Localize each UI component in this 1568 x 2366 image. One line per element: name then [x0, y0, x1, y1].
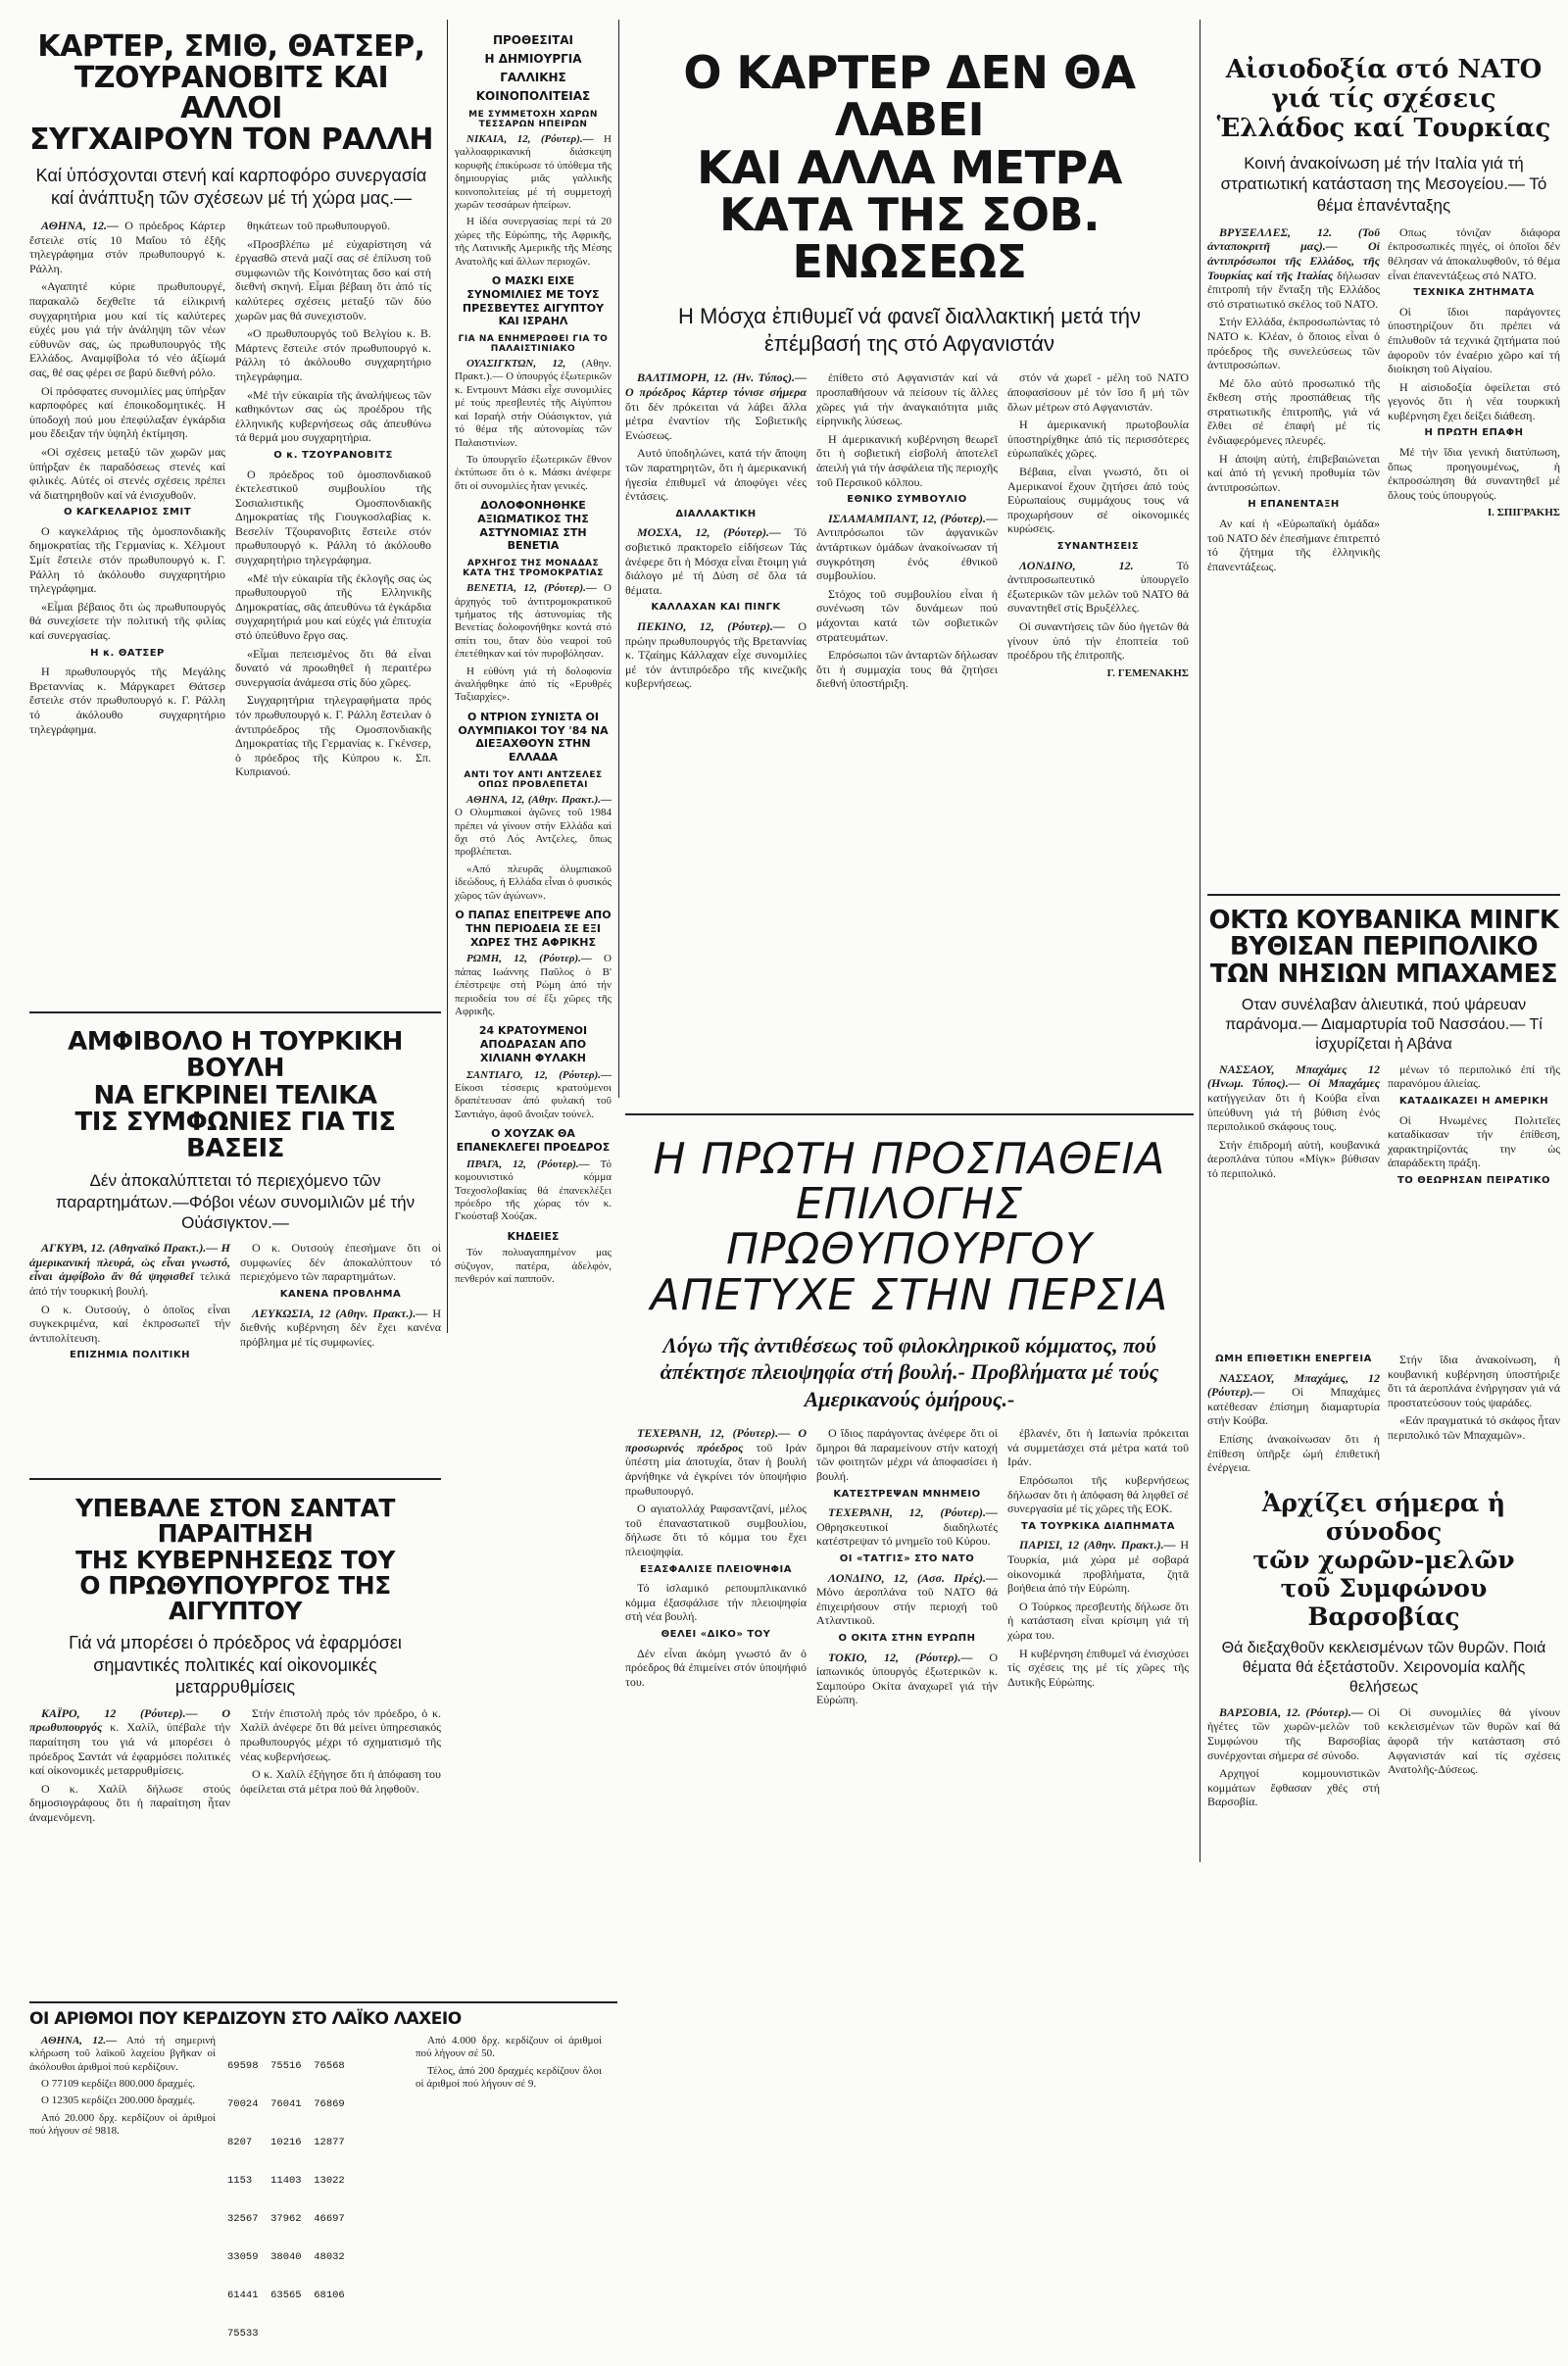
article-subhead: ΑΝΤΙ ΤΟΥ ΑΝΤΙ ΑΝΤΖΕΛΕΣ ΟΠΩΣ ΠΡΟΒΛΕΠΕΤΑΙ [464, 769, 603, 790]
headline-line: Η ΔΗΜΙΟΥΡΓΙΑ [484, 52, 582, 66]
article-body: Από 4.000 δρχ. κερδίζουν οἱ ἀριθμοί πού λήγουν σέ 50. Τέλος, ἀπό 200 δραχμές κερδίζουν ὅλοι οἱ ἀριθμοί πού λήγουν σέ 9. [416, 2034, 602, 2091]
section-heading: Ο ΟΚΙΤΑ ΣΤΗΝ ΕΥΡΩΠΗ [838, 1632, 976, 1644]
article-headline: Ο ΧΟΥΖΑΚ ΘΑ ΕΠΑΝΕΚΛΕΓΕΙ ΠΡΟΕΔΡΟΣ [456, 1127, 611, 1154]
article-body: μένων τό περιπολικό ἐπί τῆς παρανόμου ἁλιείας. ΚΑΤΑΔΙΚΑΖΕΙ Η ΑΜΕΡΙΚΗ Οἱ Ηνωμένες Πολιτεῖες καταδίκασαν τήν ἐπίθεση, χαρακτηρίζοντάς την ὡς ἀπαράδεκτη πράξη. ΤΟ ΘΕΩΡΗΣΑΝ ΠΕΙΡΑΤΙΚΟ [1388, 1062, 1560, 1193]
article-persia [625, 1123, 1194, 2321]
headline-line: ΚΟΙΝΟΠΟΛΙΤΕΙΑΣ [475, 89, 591, 103]
article-body: ΠΡΑΓΑ, 12, (Ρόυτερ).— Τό κομουνιστικό κόμμα Τσεχοσλοβακίας θά ἐπανεκλέξει πρόεδρο τῆς χώρας τόν κ. Γκούσταβ Χούζακ. [455, 1158, 612, 1223]
headline-line: ΓΑΛΛΙΚΗΣ [500, 71, 566, 84]
article-turkey [29, 1019, 441, 1470]
lottery-row: 33059 38040 48032 [227, 2250, 345, 2263]
article-egypt [29, 1486, 441, 1996]
article-body: Στήν ἐπιστολή πρός τόν πρόεδρο, ὁ κ. Χαλίλ ἀνέφερε ὅτι θά μείνει ὑπηρεσιακός πρωθυπουργός μέχρι τό σχηματισμό τῆς νέας κυβερνήσεως. Ο κ. Χαλίλ ἐξήγησε ὅτι ἡ ἀπόφαση του ὀφείλεται στά μέτρα πού θά ληφθοῦν. [240, 1705, 441, 1796]
article-body: ΑΘΗΝΑ, 12.— Από τή σημερινή κλήρωση τοῦ λαϊκοῦ λαχείου βγῆκαν οἱ ἀκόλουθοι ἀριθμοί πού κερδίζουν. Ο 77109 κερδίζει 800.000 δραχμές. Ο 12305 κερδίζει 200.000 δραχμές. Από 20.000 δρχ. κερδίζουν οἱ ἀριθμοί πού λήγουν σέ 9818. [29, 2034, 217, 2138]
lottery-row: 8207 10216 12877 [227, 2136, 345, 2148]
article-subtitle: Δέν ἀποκαλύπτεται τό περιεχόμενο τῶν παραρτημάτων.—Φόβοι νέων συνομιλιῶν μέ τήν Οὐάσιγκτον.— [55, 1171, 416, 1232]
headline-line: ΥΠΕΒΑΛΕ ΣΤΟΝ ΣΑΝΤΑΤ ΠΑΡΑΙΤΗΣΗ [75, 1494, 395, 1549]
section-divider [625, 1113, 1194, 1115]
article-headline: Ο ΠΑΠΑΣ ΕΠΕΙΤΡΕΨΕ ΑΠΟ ΤΗΝ ΠΕΡΙΟΔΕΙΑ ΣΕ ΕΞΙ ΧΩΡΕΣ ΤΗΣ ΑΦΡΙΚΗΣ [455, 909, 612, 949]
headline-line: ΠΡΟΘΕΣΙΤΑΙ [492, 33, 574, 47]
lottery-numbers [227, 2035, 404, 2366]
lottery-row: 69598 75516 76568 [227, 2059, 345, 2072]
headline-line: Ἑλλάδος καί Τουρκίας [1216, 114, 1551, 143]
article-body: Ο ἴδιος παράγοντας ἀνέφερε ὅτι οἱ ὅμηροι θά παραμείνουν στήν κατοχή τῶν φοιτητῶν μέχρι νά ἀποφασίσει ἡ βουλή. ΚΑΤΕΣΤΡΕΨΑΝ ΜΝΗΜΕΙΟ ΤΕΧΕΡΑΝΗ, 12, (Ρόυτερ).— Οθρησκευτικοί διαδηλωτές κατέστρεψαν τό μνημεῖο τοῦ Κύρου. ΟΙ «ΤΑΤΓΙΣ» ΣΤΟ ΝΑΤΟ ΛΟΝΔΙΝΟ, 12, (Ασσ. Πρές).— Μόνο ἀεροπλάνα τοῦ ΝΑΤΟ θά ἐπιχειρήσουν στήν περιοχή τοῦ Ατλαντικοῦ. Ο ΟΚΙΤΑ ΣΤΗΝ ΕΥΡΩΠΗ ΤΟΚΙΟ, 12, (Ρόυτερ).— Ο ἰαπωνικός ὑπουργός ἐξωτερικῶν κ. Σαμπούρο Οκίτα ἀναχωρεῖ γιά τήν Εὐρώπη. [816, 1426, 998, 1707]
headline-line: ΟΚΤΩ ΚΟΥΒΑΝΙΚΑ ΜΙΝΓΚ [1208, 906, 1559, 935]
article-signature: Γ. ΓΕΜΕΝΑΚΗΣ [1106, 666, 1189, 679]
article-headline: ΔΟΛΟΦΟΝΗΘΗΚΕ ΑΞΙΩΜΑΤΙΚΟΣ ΤΗΣ ΑΣΤΥΝΟΜΙΑΣ ΣΤΗ ΒΕΝΕΤΙΑ [477, 499, 589, 553]
column-rule [618, 20, 619, 1098]
article-body: ἐπίθετο στό Αφγανιστάν καί νά προσπαθήσουν νά πείσουν τίς ἄλλες χῶρες γιά τήν ἀναγκαιότητα μιᾶς εἰρηνικῆς λύσεως. Η ἀμερικανική κυβέρνηση θεωρεῖ ὅτι ἡ σοβιετική εἰσβολή ἀποτελεῖ ἀπειλή γιά τήν ἀσφάλεια τῆς περιοχῆς τοῦ Περσικοῦ κόλπου. ΕΘΝΙΚΟ ΣΥΜΒΟΥΛΙΟ ΙΣΛΑΜΑΜΠΑΝΤ, 12, (Ρόυτερ).— Αντιπρόσωποι τῶν ἀφγανικῶν ἀντάρτικων ὁμάδων ἀνακοίνωσαν τή συγκρότηση ἑνός ἐθνικοῦ συμβουλίου. Στόχος τοῦ συμβουλίου εἶναι ἡ συνένωση τῶν δυνάμεων πού μάχονται κατά τῶν σοβιετικῶν στρατευμάτων. Επρόσωποι τῶν ἀνταρτῶν δήλωσαν ὅτι ἡ συμμαχία τους θά ζητήσει διεθνή ὑποστήριξη. [816, 370, 998, 691]
article-subtitle: Θά διεξαχθοῦν κεκλεισμένων τῶν θυρῶν. Ποιά θέματα θά ἐξετάστοῦν. Χειρονομία καλῆς θελήσεως [1221, 1639, 1546, 1696]
section-heading: Η ΠΡΩΤΗ ΕΠΑΦΗ [1424, 427, 1524, 439]
section-heading: Ο ΚΑΓΚΕΛΑΡΙΟΣ ΣΜΙΤ [63, 507, 192, 518]
lottery-row: 1153 11403 13022 [227, 2174, 345, 2187]
article-body: ΑΘΗΝΑ, 12.— Ο πρόεδρος Κάρτερ ἔστειλε στίς 10 Μαΐου τό ἑξῆς τηλεγράφημα στόν πρωθυπουργό κ. Ράλλη. «Αγαπητέ κύριε πρωθυπουργέ, παρακαλῶ δεχθεῖτε τά εἰλικρινή συγχαρητήρια μου καί τίς καλύτερες εὐχές μου γιά τήν ἀνάληψη τῶν νέων εὐθυνῶν σας, ὡς πρωθυπουργός τῆς Ελλάδος. Αναμφίβολα τό νέο ἀξίωμά σας, θέ σας φέρει σε βαρύ διεθνή ρόλο. Οἱ πρόσφατες συνομιλίες μας ὑπήρξαν καρποφόρες καί ἐποικοδομητικές. Η ὑποδοχή πού μου ἐπεφύλαξαν ἐγκάρδια μου ἔδειξαν τήν ὑψηλή ἐκτίμηση. «Οἱ σχέσεις μεταξύ τῶν χωρῶν μας ὑπήρξαν ἐκ παραδόσεως στενές καί φιλικές. Αὐτές οἱ στενές σχέσεις πρέπει νά διατηρηθοῦν καί νά ἐνισχυθοῦν. Ο ΚΑΓΚΕΛΑΡΙΟΣ ΣΜΙΤ Ο καγκελάριος τῆς ὁμοσπονδιακῆς δημοκρατίας τῆς Γερμανίας κ. Χέλμουτ Σμίτ ἔστειλε στόν πρωθυπουργό κ. Γ. Ράλλη τό ἀκόλουθο συγχαρητήριο τηλεγράφημα. «Εἶμαι βέβαιος ὅτι ὡς πρωθυπουργός θά συνεχίσετε τήν πολιτική τῆς φιλίας καί συνεργασίας. Η κ. ΘΑΤΣΕΡ Η πρωθυπουργός τῆς Μεγάλης Βρεταννίας κ. Μάργκαρετ Θάτσερ ἔστειλε στόν πρωθυπουργό κ. Γ. Ράλλη τό ἀκόλουθο συγχαρητήριο τηλεγράφημα. [29, 219, 225, 736]
article-subhead: ΑΡΧΗΓΟΣ ΤΗΣ ΜΟΝΑΔΑΣ ΚΑΤΑ ΤΗΣ ΤΡΟΜΟΚΡΑΤΙΑΣ [463, 559, 604, 579]
headline-line: τοῦ Συμφώνου Βαρσοβίας [1280, 1573, 1488, 1631]
article-headline: 24 ΚΡΑΤΟΥΜΕΝΟΙ ΑΠΟΔΡΑΣΑΝ ΑΠΟ ΧΙΛΙΑΝΗ ΦΥΛΑΚΗ [478, 1024, 588, 1064]
headline-line: ΤΩΝ ΝΗΣΙΩΝ ΜΠΑΧΑΜΕΣ [1209, 959, 1558, 989]
article-signature: Ι. ΣΠΙΓΡΑΚΗΣ [1487, 507, 1560, 519]
article-subtitle: Οταν συνέλαβαν ἁλιευτικά, πού ψάρευαν παράνομα.— Διαμαρτυρία τοῦ Νασσάου.— Τί ἰσχυρίζεται ἡ Αβάνα [1225, 996, 1543, 1053]
headline-line: ΒΥΘΙΣΑΝ ΠΕΡΙΠΟΛΙΚΟ [1229, 932, 1539, 962]
article-body: ΒΑΛΤΙΜΟΡΗ, 12. (Ην. Τύπος).— Ο πρόεδρος Κάρτερ τόνισε σήμερα ὅτι δέν πρόκειται νά λάβει ἄλλα μέτρα ἐναντίον τῆς Σοβιετικῆς Ενώσεως. Αυτό ὑποδηλώνει, κατά τήν ἄποψη τῶν παρατηρητῶν, ὅτι ἡ ἀμερικανική ἡγεσία ἐπιθυμεῖ νά ἀποφύγει νέες ἐντάσεις. ΔΙΑΛΛΑΚΤΙΚΗ ΜΟΣΧΑ, 12, (Ρόυτερ).— Τό σοβιετικό πρακτορεῖο εἰδήσεων Τάς ἀνέφερε ὅτι ἡ Μόσχα εἶναι ἕτοιμη γιά διάλογο μέ τή Δύση σέ ὅλα τά θέματα. ΚΑΛΛΑΧΑΝ ΚΑΙ ΠΙΝΓΚ ΠΕΚΙΝΟ, 12, (Ρόυτερ).— Ο πρώην πρωθυπουργός τῆς Βρεταννίας κ. Τζαίημς Κάλλαχαν εἶχε συνομιλίες μέ τόν ἀντιπρόεδρο τῆς κινεζικῆς κυβερνήσεως. [625, 370, 807, 691]
headline-line: ΤΙΣ ΣΥΜΦΩΝΙΕΣ ΓΙΑ ΤΙΣ ΒΑΣΕΙΣ [74, 1107, 396, 1164]
article-body: Ο κ. Ουτσούγ ἐπεσήμανε ὅτι οἱ συμφωνίες δέν ἀποκαλύπτουν τό περιεχόμενο τῶν παραρτημάτων. ΚΑΝΕΝΑ ΠΡΟΒΛΗΜΑ ΛΕΥΚΩΣΙΑ, 12 (Αθην. Πρακτ.).— Η διεθνής κυβέρνηση δέν ἔχει κανένα πρόβλημα μέ τίς συμφωνίες. [240, 1241, 441, 1349]
section-divider [29, 2001, 617, 2003]
article-subtitle: Λόγω τῆς ἀντιθέσεως τοῦ φιλοκληρικοῦ κόμματος, πού ἀπέκτησε πλειοψηφία στή βουλή.- Προβλήματα μέ τούς Αμερικανούς ὁμήρους.- [660, 1332, 1159, 1411]
headline-line: ΣΥΓΧΑΙΡΟΥΝ ΤΟΝ ΡΑΛΛΗ [29, 122, 433, 157]
column-rule [447, 20, 448, 1333]
headline-line: ΕΠΙΛΟΓΗΣ ΠΡΩΘΥΠΟΥΡΓΟΥ [726, 1179, 1093, 1275]
headline-line: ΝΑ ΕΓΚΡΙΝΕΙ ΤΕΛΙΚΑ [93, 1080, 377, 1110]
section-heading: ΚΑΛΛΑΧΑΝ ΚΑΙ ΠΙΝΓΚ [651, 602, 781, 614]
headline-line: ΑΜΦΙΒΟΛΟ Η ΤΟΥΡΚΙΚΗ ΒΟΥΛΗ [68, 1027, 403, 1084]
section-heading: Η ΕΠΑΝΕΝΤΑΞΗ [1248, 499, 1340, 511]
article-body: ΟΥΑΣΙΓΚΤΩΝ, 12, (Αθην. Πρακτ.).— Ο ὑπουργός ἐξωτερικῶν κ. Εντμουντ Μάσκι εἶχε συνομιλίες μέ τούς πρεσβευτές τῆς Αἰγύπτου καί Ισραήλ στήν Οὐάσιγκτον, γιά τό θέμα τῆς αὐτονομίας τῶν Παλαιστινίων. Το ὑπουργεῖο ἐξωτερικῶν ἔθνον ἐκτύπωσε ὅτι ὁ κ. Μάσκι ἀνέφερε ὅτι οἱ συνομιλίες ἦταν γενικές. [455, 358, 612, 492]
article-body: θηκάτεων τοῦ πρωθυπουργοῦ. «Προσβλέπω μέ εὐχαρίστηση νά ἐργασθῶ στενά μαζί σας σέ ἐπίλυση τοῦ συμφωνιῶν τῆς Κοινότητας ὅσο καί στή διεθνή σκηνή. Εἶμαι βέβαιη ὅτι ἀπό τίς καλύτερες σχέσεις μεταξύ τῶν δύο χωρῶν μας θά συνεχιστοῦν. «Ο πρωθυπουργός τοῦ Βελγίου κ. Β. Μάρτενς ἔστειλε στόν πρωθυπουργό κ. Ράλλη τό ἀκόλουθο συγχαρητήριο τηλεγράφημα. «Μέ τήν εὐκαιρία τῆς ἀναλήψεως τῶν καθηκόντων σας ὡς προέδρου τῆς ἑλληνικῆς κυβερνήσεως σᾶς ἀπευθύνω τά θερμά μου συγχαρητήρια. Ο κ. ΤΖΟΥΡΑΝΟΒΙΤΣ Ο πρόεδρος τοῦ ὁμοσπονδιακοῦ ἐκτελεστικοῦ συμβουλίου τῆς Σοσιαλιστικῆς Ομοσπονδιακῆς Δημοκρατίας τῆς Γιουγκοσλαβίας κ. Βεσελίν Τζουρανοβιτς ἔστειλε στόν πρωθυπουργό κ. Ράλλη τό ἀκόλουθο συγχαρητήριο τηλεγράφημα. «Μέ τήν εὐκαιρία τῆς ἐκλογῆς σας ὡς πρωθυπουργοῦ τῆς Ελληνικῆς Δημοκρατίας, σᾶς ἀπευθύνω τά ἐγκάρδια συγχαρητήριά μου καί εὐχές γιά ἐπιτυχία στό ὑπεύθυνο ἔργο σας. «Εἶμαι πεπεισμένος ὅτι θά εἶναι δυνατό νά προωθηθεῖ ἡ περαιτέρω συνεργασία ἀνάμεσα στίς δύο χῶρες. Συγχαρητήρια τηλεγραφήματα πρός τόν πρωθυπουργό κ. Γ. Ράλλη ἔστειλαν ὁ ἀντιπρόεδρος τῆς Ομοσπονδιακῆς Δημοκρατίας τῆς Γερμανίας κ. Γκένσερ, ὁ πρόεδρος τῆς Κύπρου κ. Σπ. Κυπριανού. [235, 219, 431, 779]
section-heading: ΤΑ ΤΟΥΡΚΙΚΑ ΔΙΑΠΗΜΑΤΑ [1020, 1520, 1176, 1532]
lottery-row: 75533 [227, 2327, 259, 2340]
article-body: ΒΡΥΞΕΛΛΕΣ, 12. (Τοῦ ἀνταποκριτῆ μας).— Οἱ ἀντιπρόσωποι τῆς Ελλάδος, τῆς Τουρκίας καί τῆς Ιταλίας δήλωσαν ἐπιτροπή τήν ἔνταξη τῆς Ελλάδος στό στρατιωτικό σκέλος τοῦ NATO. Στήν Ελλάδα, ἐκπροσωπώντας τό ΝΑΤΟ κ. Κλέαν, ὁ ὅποιος εἶναι ὁ πρόεδρος τῆς συνελεύσεως τῶν ἀντιπροσώπων. Μέ ὅλο αὐτό προσωπικό τῆς ἔκθεση στής προσπάθειας τῆς στρατιωτικῆς ἐπιτροπῆς, γιά νά ἔλθει σέ ἐπαφή μέ τίς ἐνδιαφερόμενες πλευρές. Η ἀποψη αὐτή, ἐπιβεβαιώνεται καί ἀπό τή γενική προθυμία τῶν ἀντιπροσώπων. Η ΕΠΑΝΕΝΤΑΞΗ Αν καί ἡ «Εὐρωπαϊκή ὁμάδα» τοῦ ΝΑΤΟ δέν ἐπεσήμανε ἐπιτρεπτό τό ζήτημα τῆς ἑλληνικῆς ἐπανεντάξεως. [1207, 224, 1380, 573]
section-heading: ΘΕΛΕΙ «ΔΙΚΟ» ΤΟΥ [661, 1628, 771, 1640]
section-heading: ΔΙΑΛΛΑΚΤΙΚΗ [675, 508, 757, 519]
article-subhead: ΓΙΑ ΝΑ ΕΝΗΜΕΡΩΘΕΙ ΓΙΑ ΤΟ ΠΑΛΑΙΣΤΙΝΙΑΚΟ [458, 334, 609, 355]
section-heading: ΕΘΝΙΚΟ ΣΥΜΒΟΥΛΙΟ [847, 494, 967, 506]
section-heading: ΤΟ ΘΕΩΡΗΣΑΝ ΠΕΙΡΑΤΙΚΟ [1396, 1175, 1551, 1187]
section-heading: ΚΑΤΕΣΤΡΕΨΑΝ ΜΝΗΜΕΙΟ [833, 1488, 981, 1500]
section-heading: ΣΥΝΑΝΤΗΣΕΙΣ [1056, 541, 1140, 553]
article-nato [1207, 20, 1560, 882]
article-lottery [29, 2007, 617, 2340]
article-body: ΑΘΗΝΑ, 12, (Αθην. Πρακτ.).— Ο Ολυμπιακοί ἀγῶνες τοῦ 1984 πρέπει νά γίνουν στήν Ελλάδα καί ὄχι στό Λός Αντζελες, ὅπως προβλέπεται. «Από πλευρᾶς ὀλυμπιακοῦ ἰδεώδους, ἡ Ελλάδα εἶναι ὁ φυσικός χῶρος τῶν ἀγώνων». [455, 793, 612, 902]
lottery-title: ΟΙ ΑΡΙΘΜΟΙ ΠΟΥ ΚΕΡΔΙΖΟΥΝ ΣΤΟ ΛΑΪΚΟ ΛΑΧΕΙΟ [29, 2009, 462, 2029]
section-divider [1207, 894, 1560, 896]
headline-line: ΤΖΟΥΡΑΝΟΒΙΤΣ ΚΑΙ ΑΛΛΟΙ [74, 60, 389, 125]
article-body: ΚΑΪΡΟ, 12 (Ρόυτερ).— Ο πρωθυπουργός κ. Χαλίλ, ὑπέβαλε τήν παραίτηση του γιά νά μπορέσει ὁ πρόεδρος Σαντάτ νά ἐφαρμόσει πολιτικές καί οἰκονομικές μεταρρυθμίσεις. Ο κ. Χαλίλ δήλωσε στούς δημοσιογράφους ὅτι ἡ παραίτηση ἦταν ἀναμενόμενη. [29, 1705, 230, 1824]
headline-line: ΑΠΕΤΥΧΕ ΣΤΗΝ ΠΕΡΣΙΑ [650, 1269, 1169, 1320]
article-body: ΒΕΝΕΤΙΑ, 12, (Ρόυτερ).— Ο ἀρχηγός τοῦ ἀντιτρομοκρατικοῦ τμήματος τῆς ἀστυνομίας τῆς Βενετίας δολοφονήθηκε κοντά στό σπίτι του, ὅταν δύο νεαροί τοῦ ἐπετέθηκαν καί τόν πυροβόλησαν. Η εὐθύνη γιά τή δολοφονία ἀναλήφθηκε ἀπό τίς «Ερυθρές Ταξιαρχίες». [455, 582, 612, 704]
section-heading: ΕΠΙΖΗΜΙΑ ΠΟΛΙΤΙΚΗ [70, 1350, 190, 1361]
article-body: στόν νά χωρεῖ - μέλη τοῦ ΝΑΤΟ ἀποφασίσουν μέ τόν ἴσο ἤ μή τῶν ὅλων μέτρων στό Αφγανιστάν. Η ἀμερικανική πρωτοβουλία ὑποστηρίχθηκε ἀπό τίς περισσότερες εὐρωπαϊκές χῶρες. Βέβαια, εἶναι γνωστό, ὅτι οἱ Αμερικανοί ἔχουν ζητήσει ἀπό τούς Εὐρωπαίους συμμάχους τους νά προχωρήσουν σέ οἰκονομικές κυρώσεις. ΣΥΝΑΝΤΗΣΕΙΣ ΛΟΝΔΙΝΟ, 12. Τό ἀντιπροσωπευτικό ὑπουργεῖο ἐξωτερικῶν τῶν μελῶν τοῦ ΝΑΤΟ θά συναντηθεῖ στίς Βρυξέλλες. Οἱ συναντήσεις τῶν δύο ἡγετῶν θά γίνουν ὑπό τήν ἐποπτεία τοῦ προέδρου τῆς ἐπιτροπῆς. Γ. ΓΕΜΕΝΑΚΗΣ [1007, 370, 1189, 679]
article-body: ΣΑΝΤΙΑΓΟ, 12, (Ρόυτερ).— Είκοσι τέσσερις κρατούμενοι δραπέτευσαν ἀπό φυλακή τοῦ Σαντιάγο, ἀφοῦ ἄνοιξαν τούνελ. [455, 1068, 612, 1120]
headline-line: ΚΑΡΤΕΡ, ΣΜΙΘ, ΘΑΤΣΕΡ, [37, 29, 425, 64]
section-heading: ΟΙ «ΤΑΤΓΙΣ» ΣΤΟ ΝΑΤΟ [839, 1553, 975, 1564]
lottery-row: 61441 63565 68106 [227, 2289, 345, 2301]
article-body: ἐβλανέν, ὅτι ἡ Ιαπωνία πρόκειται νά συμμετάσχει στά μέτρα κατά τοῦ Ιράν. Επρόσωποι τῆς κυβερνήσεως δήλωσαν ὅτι ἡ ἀπόφαση θά ληφθεῖ σέ συνεργασία μέ τίς χῶρες τῆς ΕΟΚ. ΤΑ ΤΟΥΡΚΙΚΑ ΔΙΑΠΗΜΑΤΑ ΠΑΡΙΣΙ, 12 (Αθην. Πρακτ.).— Η Τουρκία, μιά χώρα μέ σοβαρά οἰκονομικά προβλήματα, ζητᾶ βοήθεια ἀπό τήν Εὐρώπη. Ο Τούρκος πρεσβευτής δήλωσε ὅτι ἡ κατάσταση εἶναι κρίσιμη γιά τή χώρα του. Η κυβέρνηση ἐπιθυμεῖ νά ἐνισχύσει τίς σχέσεις της μέ τίς χῶρες τῆς Δυτικῆς Εὐρώπης. [1007, 1426, 1189, 1689]
article-body: ΑΓΚΥΡΑ, 12. (Αθηναϊκό Πρακτ.).— Η ἀμερικανική πλευρά, ὡς εἶναι γνωστό, εἶναι ἀμφίβολο ἄν θά ψηφισθεῖ τελικά ἀπό τήν τουρκική βουλή. Ο κ. Ουτσούγ, ὁ ὁποῖος εἶναι συγκεκριμένα, καί ἐκπροσωπεῖ τήν ἀντιπολίτευση. ΕΠΙΖΗΜΙΑ ΠΟΛΙΤΙΚΗ [29, 1241, 230, 1367]
article-subtitle: Κοινή ἀνακοίνωση μέ τήν Ιταλία γιά τή στρατιωτική κατάσταση της Μεσογείου.— Τό θέμα ἐπανένταξης [1220, 154, 1547, 215]
headline-line: Ο ΠΡΩΘΥΠΟΥΡΓΟΣ ΤΗΣ ΑΙΓΥΠΤΟΥ [79, 1570, 391, 1625]
section-heading: ΩΜΗ ΕΠΙΘΕΤΙΚΗ ΕΝΕΡΓΕΙΑ [1215, 1354, 1372, 1364]
article-body: ΒΑΡΣΟΒΙΑ, 12. (Ρόυτερ).— Οἱ ἡγέτες τῶν χωρῶν-μελῶν τοῦ Συμφώνου τῆς Βαρσοβίας συνέρχονται σήμερα σέ σύνοδο. Αρχηγοί κομμουνιστικῶν κομμάτων ἔφθασαν χθές στή Βαρσοβία. Οἱ συνομιλίες θά γίνουν κεκλεισμένων τῶν θυρῶν καί θά ἀφορᾶ τήν κατάσταση στό Αφγανιστάν καί τίς σχέσεις Ανατολῆς-Δύσεως. [1207, 1704, 1560, 1809]
article-body: ΩΜΗ ΕΠΙΘΕΤΙΚΗ ΕΝΕΡΓΕΙΑ ΝΑΣΣΑΟΥ, Μπαχάμες, 12 (Ρόυτερ).— Οἱ Μπαχάμες κατέθεσαν ἐπίσημη διαμαρτυρία στήν Κούβα. Επίσης ἀνακοίνωσαν ὅτι ἡ ἐπίθεση ὑπῆρξε ὠμή ἐπιθετική ἐνέργεια. Στήν ἴδια ἀνακοίνωση, ἡ κουβανική κυβέρνηση ὑποστήριξε ὅτι τά ἀεροπλάνα ἐνήργησαν γιά νά προστατεύσουν τούς ψαράδες. «Εάν πραγματικά τό σκάφος ἦταν περιπολικό τῶν Μπαχαμῶν». [1207, 1353, 1560, 1475]
article-body: ΡΩΜΗ, 12, (Ρόυτερ).— Ο πάπας Ιωάννης Παῦλος ὁ Β' ἐπέστρεψε στή Ρώμη ἀπό τήν περιοδεία του σέ ἕξι χῶρες τῆς Αφρικῆς. [455, 953, 612, 1017]
lottery-row: 70024 76041 76869 [227, 2097, 345, 2110]
article-subtitle: Καί ὑπόσχονται στενή καί καρποφόρο συνεργασία καί ἀνάπτυξη τῶν σχέσεων μέ τή χώρα μας.— [35, 166, 427, 208]
headline-subtitle: ΜΕ ΣΥΜΜΕΤΟΧΗ ΧΩΡΩΝ ΤΕΣΣΑΡΩΝ ΗΠΕΙΡΩΝ [468, 110, 598, 129]
headline-line: ΚΑΙ ΑΛΛΑ ΜΕΤΡΑ [697, 140, 1122, 194]
section-divider [29, 1478, 441, 1480]
headline-line: τῶν χωρῶν-μελῶν [1252, 1545, 1515, 1574]
article-varsovia [1207, 1353, 1560, 2323]
article-headline: Ο ΝΤΡΙΟΝ ΣΥΝΙΣΤΑ ΟΙ ΟΛΥΜΠΙΑΚΟΙ ΤΟΥ '84 ΝΑ ΔΙΕΞΑΧΘΟΥΝ ΣΤΗΝ ΕΛΛΑΔΑ [458, 710, 609, 764]
section-heading: Ο κ. ΤΖΟΥΡΑΝΟΒΙΤΣ [273, 449, 393, 461]
lottery-row: 32567 37962 46697 [227, 2212, 345, 2225]
article-headline: Ο ΜΑΣΚΙ ΕΙΧΕ ΣΥΝΟΜΙΛΙΕΣ ΜΕ ΤΟΥΣ ΠΡΕΣΒΕΥΤΕΣ ΑΙΓΥΠΤΟΥ ΚΑΙ ΙΣΡΑΗΛ [462, 274, 605, 328]
article-body: ΝΑΣΣΑΟΥ, Μπαχάμες 12 (Ηνωμ. Τύπος).— Οἱ Μπαχάμες κατήγγειλαν ὅτι ἡ Κούβα εἶναι ὑπεύθυνη γιά τή βύθιση ἑνός περιπολικοῦ σκάφους τους. Στήν ἐπιδρομή αὐτή, κουβανικά ἀεροπλάνα τύπου «Μίγκ» βύθισαν τό περιπολικό. [1207, 1061, 1380, 1181]
article-body: ΝΙΚΑΙΑ, 12, (Ρόυτερ).— Η γαλλοαφρικανική διάσκεψη κορυφῆς ἐπικύρωσε τό ὑπόθεμα τῆς δημιουργίας μιᾶς γαλλικῆς κοινοπολιτείας μέ τή συμμετοχή χωρῶν τεσσάρων ἠπείρων. Η ἰδέα συνεργασίας περί τά 20 χώρες τῆς Εὐρώπης, τῆς Αφρικῆς, τῆς Λατινικῆς Αμερικῆς τῆς Μέσης Ανατολῆς καί ἄλλων περιοχῶν. [455, 133, 612, 268]
headline-line: Ο ΚΑΡΤΕΡ ΔΕΝ ΘΑ ΛΑΒΕΙ [683, 46, 1136, 147]
section-heading: ΤΕΧΝΙΚΑ ΖΗΤΗΜΑΤΑ [1413, 287, 1535, 299]
article-body: ΤΕΧΕΡΑΝΗ, 12, (Ρόυτερ).— Ο προσωρινός πρόεδρος τοῦ Ιράν ὑπέστη μία ἀποτυχία, ὅταν ἡ βουλή ἀρνήθηκε νά ἐγκρίνει τόν ὑποψήφιο πρωθυπουργό. Ο αγιατολλάχ Ραφσαντζανί, μέλος τοῦ ἐπαναστατικοῦ συμβουλίου, δήλωσε ὅτι τό κόμμα του ἔχει πλειοψηφία. ΕΞΑΣΦΑΛΙΣΕ ΠΛΕΙΟΨΗΦΙΑ Τό ἰσλαμικό ρεπουμπλικανικό κόμμα ἐξασφάλισε τήν πλειοψηφία στή νέα βουλή. ΘΕΛΕΙ «ΔΙΚΟ» ΤΟΥ Δέν εἶναι ἀκόμη γνωστό ἄν ὁ πρόεδρος θά ἐπιμείνει στόν ὑποψήφιό του. [625, 1426, 807, 1689]
section-heading: Η κ. ΘΑΤΣΕΡ [90, 647, 165, 659]
article-subtitle: Η Μόσχα ἐπιθυμεῖ νά φανεῖ διαλλακτική μετά τήν ἐπέμβασή της στό Αφγανιστάν [678, 304, 1141, 356]
article-carter-smith [29, 20, 433, 1000]
headline-line: Η ΠΡΩΤΗ ΠΡΟΣΠΑΘΕΙΑ [653, 1134, 1166, 1184]
headline-line: γιά τίς σχέσεις [1271, 84, 1496, 114]
article-body: Οπως τόνιζαν διάφορα ἐκπροσωπικές πηγές, οἱ ὁποῖοι δέν θέλησαν νά ἀποκαλυφθοῦν, τό θέμα εἶναι ἐπανεντάξεως στό ΝΑΤΟ. ΤΕΧΝΙΚΑ ΖΗΤΗΜΑΤΑ Οἱ ἴδιοι παράγοντες ὑποστηρίζουν ὅτι πρέπει νά ἐπιλυθοῦν τά τεχνικά ζητήματα πού ἀφοροῦν τόν ἐναέριο χῶρο καί τή διοίκηση τοῦ Αἰγαίου. Η αἰσιοδοξία ὀφείλεται στό γεγονός ὅτι ἡ νέα τουρκική κυβέρνηση ἔχει δείξει διάθεση. Η ΠΡΩΤΗ ΕΠΑΦΗ Μέ τήν ἴδια γενική διατύπωση, ὅπως προηγουμένως, ἡ ἐκπροσώπηση θά συναντηθεῖ μέ ὅλους τούς ὑπουργούς. Ι. ΣΠΙΓΡΑΚΗΣ [1388, 224, 1560, 519]
column-middle [455, 20, 612, 2313]
article-carter-main [625, 20, 1194, 1112]
section-heading: ΚΑΝΕΝΑ ΠΡΟΒΛΗΜΑ [279, 1289, 402, 1301]
headline-line: ΤΗΣ ΚΥΒΕΡΝΗΣΕΩΣ ΤΟΥ [75, 1545, 395, 1574]
article-subtitle: Γιά νά μπορέσει ὁ πρόεδρος νά ἐφαρμόσει σημαντικές πολιτικές καί οἰκονομικές μεταρρυθμίσεις [69, 1633, 402, 1698]
headline-line: Αἰσιοδοξία στό ΝΑΤΟ [1225, 55, 1543, 84]
headline-line: Ἀρχίζει σήμερα ἡ σύνοδος [1261, 1488, 1506, 1546]
section-divider [29, 1011, 441, 1013]
article-headline: ΚΗΔΕΙΕΣ [507, 1229, 560, 1243]
headline-line: ΚΑΤΑ ΤΗΣ ΣΟΒ. ΕΝΩΣΕΩΣ [718, 187, 1101, 289]
article-body: Τόν πολυαγαπημένον μας σύζυγον, πατέρα, ἀδελφόν, πενθερόν καί παπποῦν. [455, 1247, 612, 1286]
section-heading: ΚΑΤΑΔΙΚΑΖΕΙ Η ΑΜΕΡΙΚΗ [1398, 1096, 1549, 1108]
section-heading: ΕΞΑΣΦΑΛΙΣΕ ΠΛΕΙΟΨΗΦΙΑ [639, 1563, 793, 1575]
article-cuban-mig [1207, 902, 1560, 1392]
